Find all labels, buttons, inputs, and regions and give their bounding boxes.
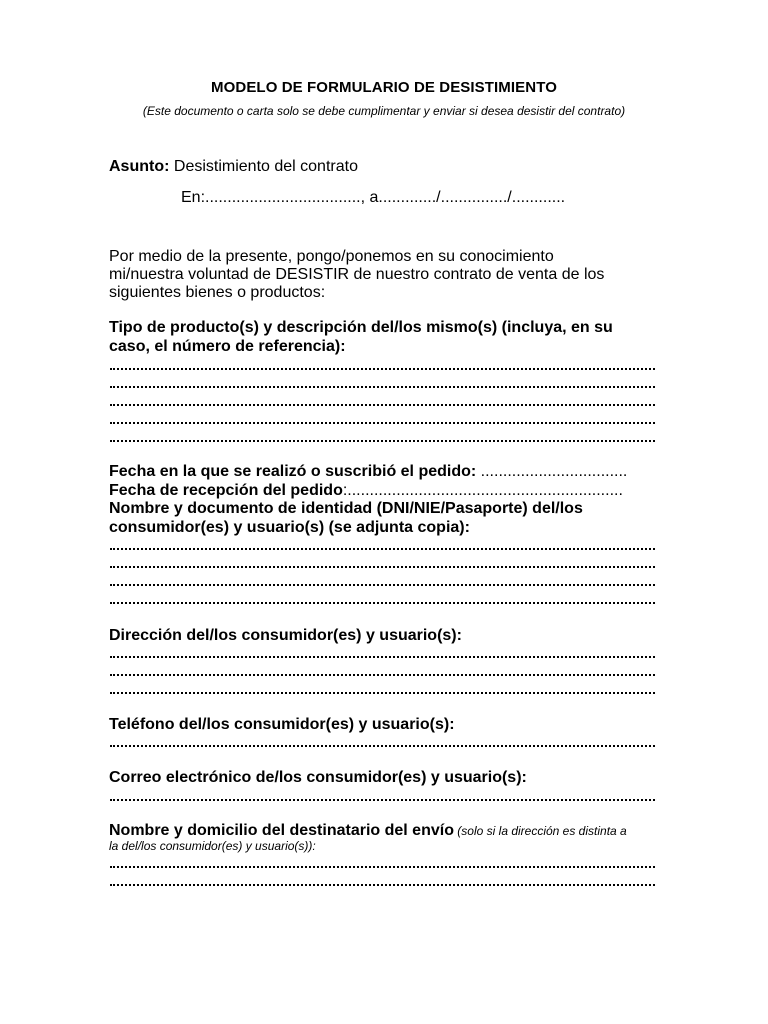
name-id-entry-line[interactable] xyxy=(110,584,655,586)
address-heading: Dirección del/los consumidor(es) y usuario(s): xyxy=(109,627,462,644)
product-entry-line[interactable] xyxy=(110,404,655,406)
recipient-entry-line[interactable] xyxy=(110,866,655,868)
name-id-entry-line[interactable] xyxy=(110,602,655,604)
intro-paragraph xyxy=(109,248,669,302)
receipt-date-field[interactable] xyxy=(109,481,623,500)
address-entry-line[interactable] xyxy=(110,692,655,694)
subject-label: Asunto: xyxy=(109,158,170,175)
subject-line xyxy=(109,158,358,176)
product-entry-line[interactable] xyxy=(110,422,655,424)
name-id-entry-line[interactable] xyxy=(110,566,655,568)
name-id-entry-line[interactable] xyxy=(110,548,655,550)
phone-heading: Teléfono del/los consumidor(es) y usuario(s): xyxy=(109,716,455,733)
intro-line: mi/nuestra voluntad de DESISTIR de nuestro contrato de venta de los xyxy=(109,266,605,283)
recipient-heading xyxy=(109,821,627,841)
order-date-label: Fecha en la que se realizó o suscribió el pedido: xyxy=(109,463,477,480)
order-date-field[interactable] xyxy=(109,462,627,481)
recipient-note: (solo si la dirección es distinta a xyxy=(453,824,627,838)
recipient-label: Nombre y domicilio del destinatario del envío xyxy=(109,822,454,839)
name-id-heading: Nombre y documento de identidad (DNI/NIE/Pasaporte) del/los xyxy=(109,500,583,517)
document-title: MODELO DE FORMULARIO DE DESISTIMIENTO xyxy=(211,79,557,96)
product-entry-line[interactable] xyxy=(110,386,655,388)
recipient-entry-line[interactable] xyxy=(110,884,655,886)
receipt-date-label: Fecha de recepción del pedido xyxy=(109,482,343,499)
receipt-date-dots[interactable]: :.............................................................. xyxy=(342,482,623,499)
name-id-heading-cont: consumidor(es) y usuario(s) (se adjunta copia): xyxy=(109,519,470,536)
product-type-heading-cont: caso, el número de referencia): xyxy=(109,338,346,355)
product-type-heading: Tipo de producto(s) y descripción del/los mismo(s) (incluya, en su xyxy=(109,319,613,336)
place-date-line[interactable]: En:..................................., a............./.............../............ xyxy=(181,189,566,206)
subject-value: Desistimiento del contrato xyxy=(169,158,358,175)
recipient-note-cont: la del/los consumidor(es) y usuario(s)): xyxy=(109,839,316,853)
order-date-dots[interactable]: ................................. xyxy=(476,463,628,480)
address-entry-line[interactable] xyxy=(110,656,655,658)
intro-line: siguientes bienes o productos: xyxy=(109,284,326,301)
address-entry-line[interactable] xyxy=(110,674,655,676)
intro-line: Por medio de la presente, pongo/ponemos en su conocimiento xyxy=(109,248,554,265)
product-entry-line[interactable] xyxy=(110,440,655,442)
document-subtitle: (Este documento o carta solo se debe cumplimentar y enviar si desea desistir del contrato) xyxy=(142,104,626,118)
email-heading: Correo electrónico de/los consumidor(es) y usuario(s): xyxy=(109,769,527,786)
product-entry-line[interactable] xyxy=(110,368,655,370)
phone-entry-line[interactable] xyxy=(110,745,655,747)
email-entry-line[interactable] xyxy=(110,799,655,801)
